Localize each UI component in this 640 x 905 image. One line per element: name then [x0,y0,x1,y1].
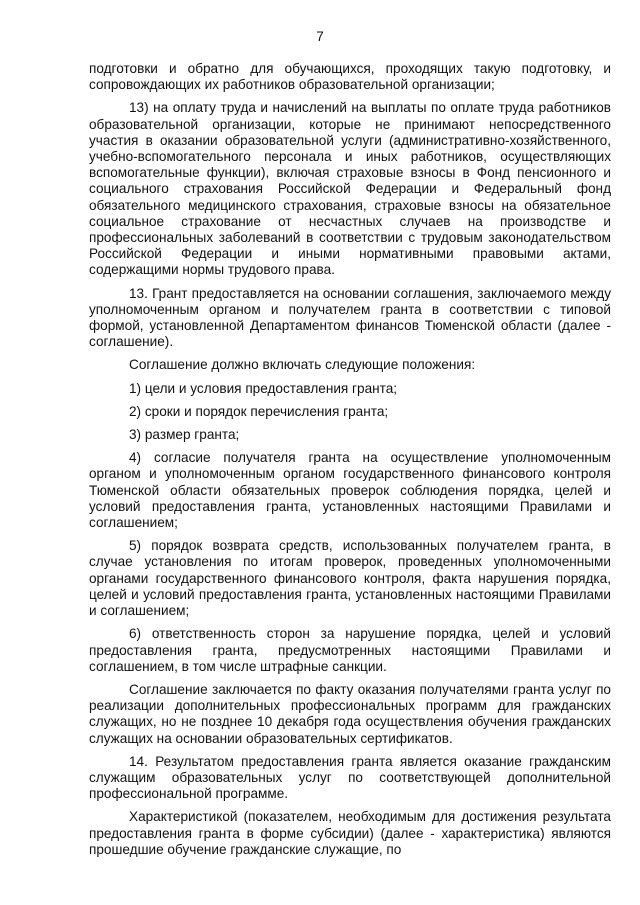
paragraph-continuation: подготовки и обратно для обучающихся, проходящих такую подготовку, и сопровождающих их работников образовательной организации; [89,61,611,93]
document-body [89,61,611,865]
list-item-3-grant-size: 3) размер гранта; [129,427,240,443]
list-item-6-liability: 6) ответственность сторон за нарушение порядка, целей и условий предоставления гранта, предусмотренных настоящими Правилами и соглашением, в том числе штрафные санкции. [89,626,611,674]
list-item-1-goals-conditions: 1) цели и условия предоставления гранта; [129,380,398,396]
paragraph-13-grant-agreement: 13. Грант предоставляется на основании соглашения, заключаемого между уполномоченным органом и получателем гранта в соответствии с типовой формой, установленной Департаментом финансов Тюменской области (далее - соглашение). [89,285,611,350]
paragraph-agreement-conclusion: Соглашение заключается по факту оказания получателями гранта услуг по реализации дополнительных профессиональных программ для гражданских служащих, но не позднее 10 декабря года осуществления обучения гражданских служащих на основании образовательных сертификатов. [89,681,611,746]
paragraph-characteristic: Характеристикой (показателем, необходимым для достижения результата предоставления гранта в форме субсидии) (далее - характеристика) являются прошедшие обучение гражданские служащие, по [89,809,611,857]
list-item-2-terms-transfer: 2) сроки и порядок перечисления гранта; [129,403,389,419]
paragraph-14-grant-result: 14. Результатом предоставления гранта является оказание гражданским служащим образовательных услуг по соответствующей дополнительной профессиональной программе. [89,753,611,802]
page-number: 7 [316,29,324,44]
paragraph-agreement-provisions-intro: Соглашение должно включать следующие положения: [129,357,476,373]
paragraph-item-13-labor-costs: 13) на оплату труда и начислений на выплаты по оплате труда работников образовательной организации, которые не принимают непосредственного участия в оказании образовательной услуги (административно-хозяйственного, учебно-вспомогательного персонала и иных работников, осуществляющих вспомогательные функции), включая страховые взносы в Фонд пенсионного и социального страхования Российской Федерации и Федеральный фонд обязательного медицинского страхования, страховые взносы на обязательное социальное страхование от несчастных случаев на производстве и профессиональных заболеваний в соответствии с трудовым законодательством Российской Федерации и иными нормативными правовыми актами, содержащими нормы трудового права. [89,100,611,278]
list-item-5-refund-procedure: 5) порядок возврата средств, использованных получателем гранта, в случае установления по итогам проверок, проведенных уполномоченными органами государственного финансового контроля, факта нарушения порядка, целей и условий предоставления гранта, установленных настоящими Правилами и соглашением; [89,538,611,619]
list-item-4-consent-inspections: 4) согласие получателя гранта на осуществление уполномоченным органом и уполномоченным органом государственного финансового контроля Тюменской области обязательных проверок соблюдения порядка, целей и условий предоставления гранта, установленных настоящими Правилами и соглашением; [89,450,611,531]
